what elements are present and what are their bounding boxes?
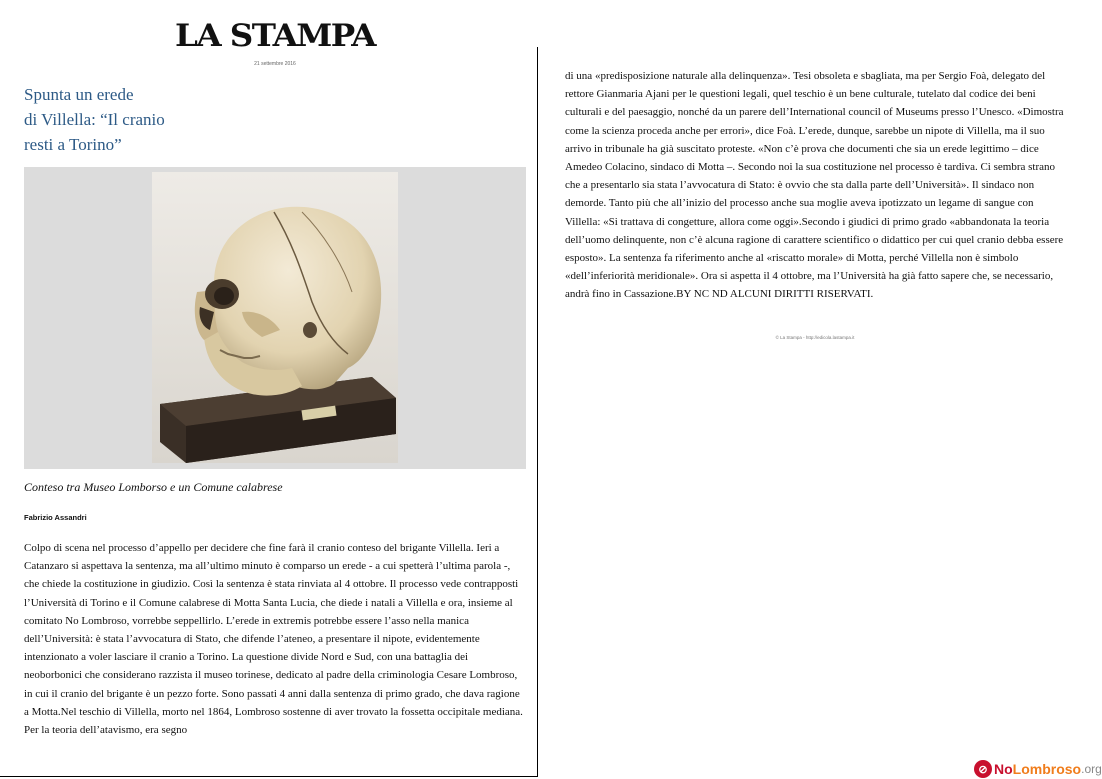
logo-no: No [994, 761, 1013, 777]
nolombroso-logo [974, 759, 1102, 779]
photo-caption: Conteso tra Museo Lomborso e un Comune calabrese [24, 480, 283, 494]
bottom-rule [0, 776, 537, 777]
article-author: Fabrizio Assandri [24, 513, 87, 522]
logo-name: Lombroso [1012, 761, 1082, 777]
no-sign-icon: ⊘ [974, 760, 992, 778]
logo-tld: .org [1081, 762, 1102, 776]
newspaper-masthead: LA STAMPA [175, 18, 375, 54]
article-body-left-column: Colpo di scena nel processo d’appello per decidere che fine farà il cranio conteso del brigante Villella. Ieri a Catanzaro si aspettava la sentenza, ma all’ultimo minuto è comparso un erede - a cui spetterà l’ultima parola -, che chiede la costituzione in giudizio. Così la sentenza è stata rinviata al 4 ottobre. Il processo vede contrapposti l’Università di Torino e il Comune calabrese di Motta Santa Lucia, che diede i natali a Villella e ora, insieme al comitato No Lombroso, vorrebbe seppellirlo. L’erede in extremis potrebbe essere l’asso nella manica dell’Università: è stata l’avvocatura di Stato, che difende l’ateneo, a presentare il nipote, evidentemente intenzionato a voler lasciare il cranio a Torino. La questione divide Nord e Sud, con una battaglia dei neoborbonici che considerano razzista il museo torinese, dedicato al padre della criminologia Cesare Lombroso, in cui il cranio del brigante è un pezzo forte. Sono passati 4 anni dalla sentenza di primo grado, che dava ragione a Motta.Nel teschio di Villella, morto nel 1864, Lombroso sostenne di aver trovato la fossetta occipitale mediana. Per la teoria dell’atavismo, era segno [24, 542, 523, 737]
article-headline: Spunta un erede di Villella: “Il cranio resti a Torino” [24, 85, 165, 154]
article-body-right-column: di una «predisposizione naturale alla delinquenza». Tesi obsoleta e sbagliata, ma per Sergio Foà, delegato del rettore Gianmaria Ajani per le questioni legali, quel teschio è un bene culturale, tutelato dal codice dei beni culturali e del paesaggio, nonché da un parere dell’International council of Museums presso l’Unesco. «Dimostra come la scienza proceda anche per errori», dice Foà. L’erede, dunque, sarebbe un nipote di Villella, ma il suo arrivo in tribunale ha già suscitato proteste. «Non c’è prova che documenti che sia un erede legittimo – dice Amedeo Colacino, sindaco di Motta –. Secondo noi la sua costituzione nel processo è tardiva. Ci sembra strano che a presentarlo sia stata l’avvocatura di Stato: è ovvio che sta dalla parte dell’Università». Il sindaco non demorde. Tanto più che all’inizio del processo anche sua moglie aveva ipotizzato un legame di sangue con Villella: «Si trattava di congetture, allora come oggi».Secondo i giudici di primo grado «abbandonata la teoria dell’uomo delinquente, non c’è alcuna ragione di carattere scientifico o didattico per cui quel cranio debba essere esposto». La sentenza fa riferimento anche al «riscatto morale» di Motta, perché Villella non è simbolo «dell’inferiorità meridionale». Ora si aspetta il 4 ottobre, ma l’Università ha già fatto sapere che, se necessario, andrà fino in Cassazione.BY NC ND ALCUNI DIRITTI RISERVATI. [565, 70, 1064, 301]
publication-date: 21 settembre 2016 [254, 61, 296, 67]
source-credit: © La Stampa - http://edicola.lastampa.it [775, 335, 855, 340]
column-divider [537, 47, 538, 777]
article-photo [152, 172, 398, 463]
skull-image [152, 172, 398, 463]
